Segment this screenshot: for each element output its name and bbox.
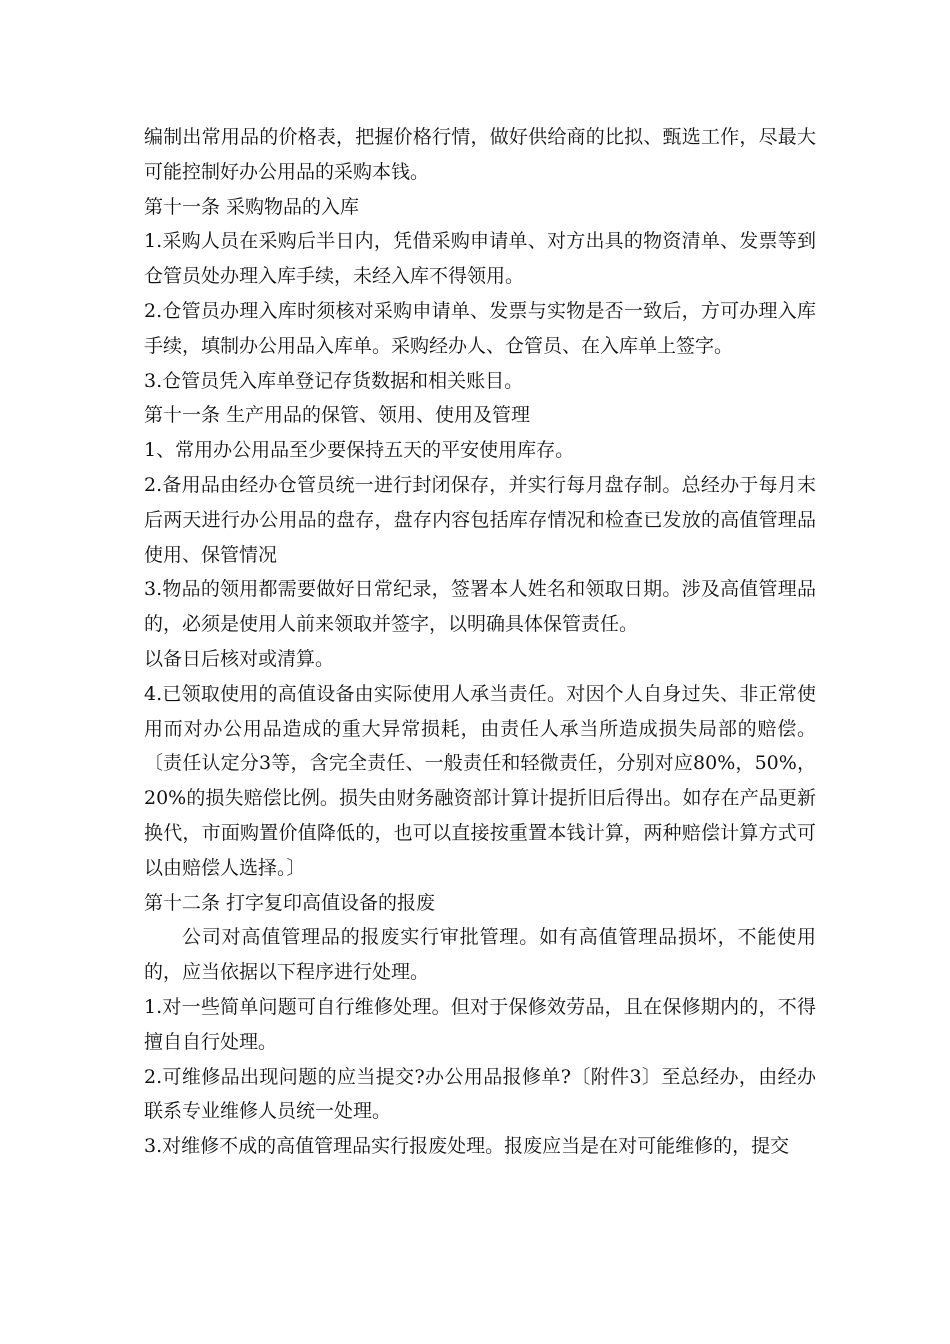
paragraph-management-3: 3.物品的领用都需要做好日常纪录，签署本人姓名和领取日期。涉及高值管理品的，必须是使用人前来领取并签字，以明确具体保管责任。: [144, 578, 816, 636]
paragraph-storage-1: 1.采购人员在采购后半日内，凭借采购申请单、对方出具的物资清单、发票等到仓管员处办理入库手续，未经入库不得领用。: [144, 230, 816, 288]
paragraph-management-2: 2.备用品由经办仓管员统一进行封闭保存，并实行每月盘存制。总经办于每月末后两天进行办公用品的盘存，盘存内容包括库存情况和检查已发放的高值管理品使用、保管情况: [144, 473, 816, 566]
paragraph-disposal-2: 2.可维修品出现问题的应当提交?办公用品报修单?〔附件3〕至总经办，由经办联系专业维修人员统一处理。: [144, 1065, 816, 1123]
paragraph-storage-3: 3.仓管员凭入库单登记存货数据和相关账目。: [144, 369, 524, 392]
paragraph-management-4: 4.已领取使用的高值设备由实际使用人承当责任。对因个人自身过失、非正常使用而对办公用品造成的重大异常损耗，由责任人承当所造成损失局部的赔偿。〔责任认定分3等，含完全责任、一般责任和轻微责任，分别对应80%，50%，20%的损失赔偿比例。损失由财务融资部计算计提折旧后得出。如存在产品更新换代，市面购置价值降低的，也可以直接按重置本钱计算，两种赔偿计算方式可以由赔偿人选择。〕: [144, 682, 816, 879]
paragraph-price-list: 编制出常用品的价格表，把握价格行情，做好供给商的比拟、甄选工作，尽最大可能控制好办公用品的采购本钱。: [144, 126, 816, 183]
paragraph-disposal-intro: 公司对高值管理品的报废实行审批管理。如有高值管理品损坏，不能使用的，应当依据以下程序进行处理。: [144, 926, 816, 984]
paragraph-management-1: 1、常用办公用品至少要保持五天的平安使用库存。: [144, 439, 575, 462]
paragraph-disposal-3: 3.对维修不成的高值管理品实行报废处理。报废应当是在对可能维修的，提交: [144, 1135, 790, 1158]
paragraph-management-3-cont: 以备日后核对或清算。: [144, 647, 335, 670]
heading-article-11-storage: 第十一条 采购物品的入库: [144, 195, 360, 218]
paragraph-disposal-1: 1.对一些简单问题可自行维修处理。但对于保修效劳品，且在保修期内的，不得擅自自行处理。: [144, 995, 816, 1053]
heading-article-11-management: 第十一条 生产用品的保管、领用、使用及管理: [144, 404, 531, 427]
document-body: [144, 120, 816, 1164]
heading-article-12-disposal: 第十二条 打字复印高值设备的报废: [144, 891, 436, 914]
paragraph-storage-2: 2.仓管员办理入库时须核对采购申请单、发票与实物是否一致后，方可办理入库手续，填制办公用品入库单。采购经办人、仓管员、在入库单上签字。: [144, 299, 816, 357]
